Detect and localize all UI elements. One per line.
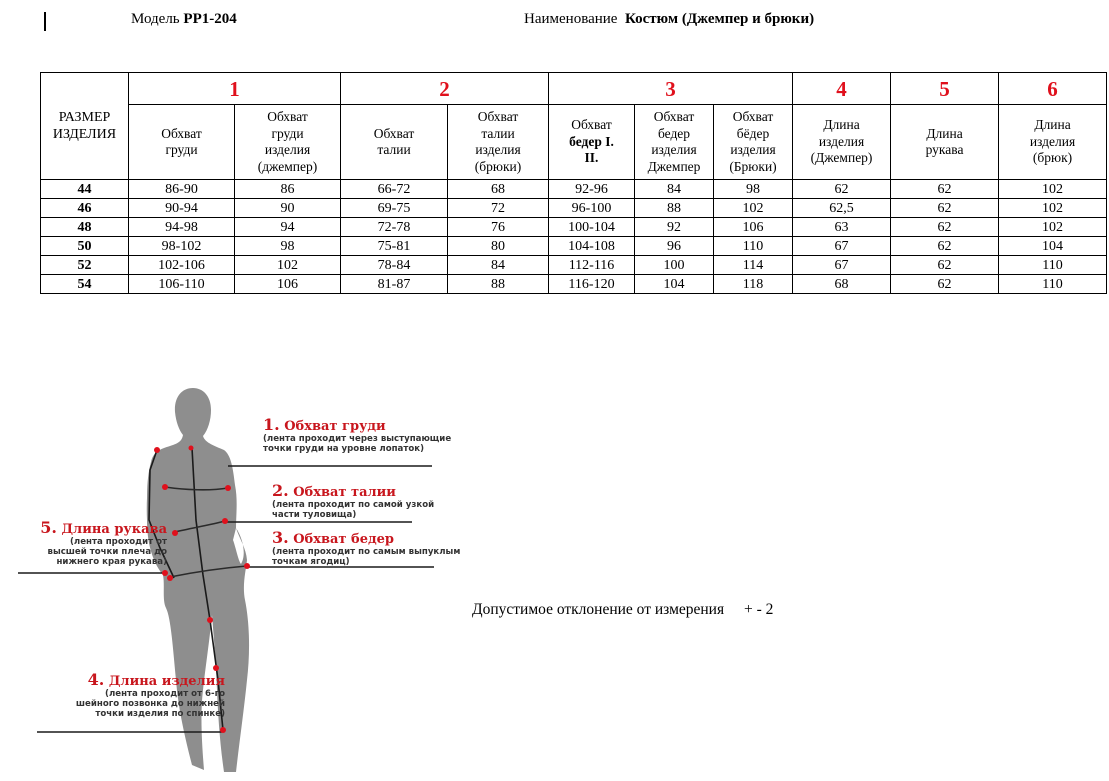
measurement-cell: 92-96	[549, 180, 635, 199]
table-row	[41, 180, 1107, 199]
annotation-sleeve-length: 5. Длина рукава (лента проходит от высшей точки плеча до нижнего края рукава)	[40, 518, 167, 567]
text-cursor	[44, 12, 46, 31]
measurement-cell: 98	[714, 180, 793, 199]
measurement-cell: 76	[448, 218, 549, 237]
measurement-cell: 78-84	[341, 256, 448, 275]
measurement-cell: 102	[999, 199, 1107, 218]
product-name-heading	[524, 11, 814, 28]
table-body	[41, 180, 1107, 294]
subheader-cell: Обхват груди	[129, 105, 235, 180]
measurement-cell: 68	[448, 180, 549, 199]
measurement-cell: 81-87	[341, 275, 448, 294]
subheader-cell: Обхват бёдер изделия (Брюки)	[714, 105, 793, 180]
table-row	[41, 237, 1107, 256]
group-number: 2	[341, 73, 549, 105]
measurement-cell: 102	[999, 180, 1107, 199]
measurement-cell: 104	[635, 275, 714, 294]
table-row	[41, 256, 1107, 275]
measurement-cell: 106-110	[129, 275, 235, 294]
measurement-cell: 98	[235, 237, 341, 256]
measurement-cell: 63	[793, 218, 891, 237]
group-number: 3	[549, 73, 793, 105]
measurement-cell: 110	[999, 256, 1107, 275]
subheader-cell: Длина изделия (брюк)	[999, 105, 1107, 180]
measurement-cell: 62	[793, 180, 891, 199]
size-cell: 46	[41, 199, 129, 218]
measurement-cell: 94-98	[129, 218, 235, 237]
group-number: 6	[999, 73, 1107, 105]
measurement-cell: 104-108	[549, 237, 635, 256]
subheader-cell: Длина изделия (Джемпер)	[793, 105, 891, 180]
measurement-cell: 75-81	[341, 237, 448, 256]
group-header-row	[41, 73, 1107, 105]
measurement-cell: 67	[793, 237, 891, 256]
group-number: 4	[793, 73, 891, 105]
measurement-cell: 72-78	[341, 218, 448, 237]
measurement-cell: 62,5	[793, 199, 891, 218]
model-value: РР1-204	[183, 11, 237, 27]
measurement-cell: 110	[714, 237, 793, 256]
size-cell: 52	[41, 256, 129, 275]
size-cell: 54	[41, 275, 129, 294]
measurement-cell: 86-90	[129, 180, 235, 199]
measurement-cell: 90	[235, 199, 341, 218]
measurement-cell: 62	[891, 237, 999, 256]
annotation-garment-length: 4. Длина изделия (лента проходит от 6-го шейного позвонка до нижней точки изделия по спинке)	[75, 670, 225, 719]
subheader-cell: Обхват бедер изделия Джемпер	[635, 105, 714, 180]
tolerance-note	[472, 601, 773, 619]
subheader-cell: Обхват талии	[341, 105, 448, 180]
size-cell: 48	[41, 218, 129, 237]
measurement-cell: 88	[448, 275, 549, 294]
table-row	[41, 275, 1107, 294]
model-label: Модель	[131, 11, 180, 27]
measurement-cell: 100-104	[549, 218, 635, 237]
size-cell: 50	[41, 237, 129, 256]
measurement-cell: 106	[714, 218, 793, 237]
measurement-cell: 69-75	[341, 199, 448, 218]
measurement-cell: 80	[448, 237, 549, 256]
subheader-cell: Обхват груди изделия (джемпер)	[235, 105, 341, 180]
model-heading	[131, 11, 237, 28]
size-cell: 44	[41, 180, 129, 199]
size-chart-table	[40, 72, 1107, 294]
measurement-cell: 62	[891, 275, 999, 294]
annotation-waist: 2. Обхват талии (лента проходит по самой узкой части туловища)	[272, 481, 435, 520]
size-column-header: РАЗМЕР ИЗДЕЛИЯ	[41, 73, 129, 180]
measurement-cell: 86	[235, 180, 341, 199]
measurement-cell: 96	[635, 237, 714, 256]
measurement-cell: 66-72	[341, 180, 448, 199]
tolerance-label: Допустимое отклонение от измерения	[472, 601, 725, 618]
measurement-cell: 94	[235, 218, 341, 237]
measurement-cell: 116-120	[549, 275, 635, 294]
measurement-cell: 118	[714, 275, 793, 294]
measurement-cell: 112-116	[549, 256, 635, 275]
measurement-cell: 72	[448, 199, 549, 218]
subheader-row	[41, 105, 1107, 180]
subheader-cell: Обхват бедер I. II.	[549, 105, 635, 180]
group-number: 5	[891, 73, 999, 105]
measurement-cell: 102	[235, 256, 341, 275]
measurement-cell: 110	[999, 275, 1107, 294]
name-label: Наименование	[524, 11, 618, 27]
measurement-cell: 67	[793, 256, 891, 275]
measurement-cell: 102	[999, 218, 1107, 237]
group-number: 1	[129, 73, 341, 105]
measurement-cell: 96-100	[549, 199, 635, 218]
subheader-cell: Длина рукава	[891, 105, 999, 180]
annotation-hips: 3. Обхват бедер (лента проходит по самым выпуклым точкам ягодиц)	[272, 528, 461, 567]
measurement-cell: 114	[714, 256, 793, 275]
name-value: Костюм (Джемпер и брюки)	[624, 11, 815, 27]
tolerance-value: + - 2	[743, 601, 774, 618]
measurement-cell: 84	[635, 180, 714, 199]
table-row	[41, 199, 1107, 218]
measurement-cell: 88	[635, 199, 714, 218]
measurement-cell: 90-94	[129, 199, 235, 218]
measurement-cell: 98-102	[129, 237, 235, 256]
measurement-cell: 104	[999, 237, 1107, 256]
measurement-cell: 62	[891, 218, 999, 237]
annotation-chest: 1. Обхват груди (лента проходит через выступающие точки груди на уровне лопаток)	[263, 415, 452, 454]
measurement-cell: 62	[891, 256, 999, 275]
measurement-cell: 92	[635, 218, 714, 237]
measurement-cell: 84	[448, 256, 549, 275]
measurement-cell: 62	[891, 180, 999, 199]
subheader-cell: Обхват талии изделия (брюки)	[448, 105, 549, 180]
measurement-cell: 68	[793, 275, 891, 294]
measurement-cell: 62	[891, 199, 999, 218]
measurement-cell: 102-106	[129, 256, 235, 275]
table-row	[41, 218, 1107, 237]
measurement-cell: 100	[635, 256, 714, 275]
measurement-cell: 106	[235, 275, 341, 294]
measurement-cell: 102	[714, 199, 793, 218]
